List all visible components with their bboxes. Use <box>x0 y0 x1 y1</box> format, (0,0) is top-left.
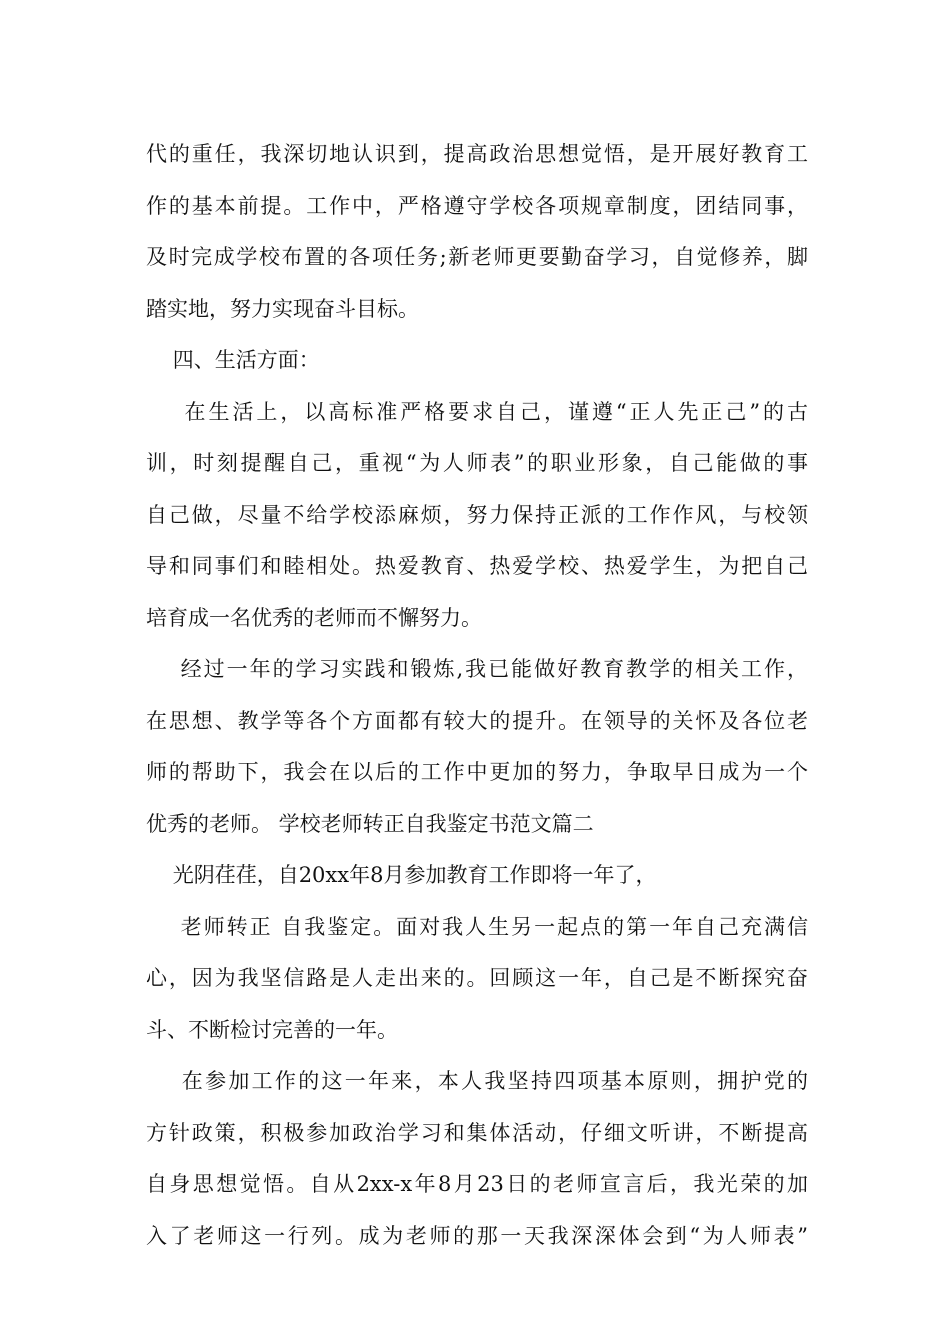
text-line: 自身思想觉悟。自从2xx-x年8月23日的老师宣言后，我光荣的加 <box>146 1172 808 1196</box>
text-line: 师的帮助下，我会在以后的工作中更加的努力，争取早日成为一个 <box>146 760 808 784</box>
text-line: 训，时刻提醒自己，重视“为人师表”的职业形象，自己能做的事 <box>146 451 808 475</box>
text-line: 作的基本前提。工作中，严格遵守学校各项规章制度，团结同事， <box>146 194 808 218</box>
text-line: 踏实地，努力实现奋斗目标。 <box>146 297 419 321</box>
text-line: 培育成一名优秀的老师而不懈努力。 <box>146 606 482 630</box>
text-line: 优秀的老师。 学校老师转正自我鉴定书范文篇二 <box>146 812 594 836</box>
text-line: 自己做，尽量不给学校添麻烦，努力保持正派的工作作风，与校领 <box>146 503 808 527</box>
text-line: 入了老师这一行列。成为老师的那一天我深深体会到“为人师表” <box>146 1224 808 1248</box>
text-line: 代的重任，我深切地认识到，提高政治思想觉悟，是开展好教育工 <box>146 142 808 166</box>
text-line: 老师转正 自我鉴定。面对我人生另一起点的第一年自己充满信 <box>146 915 808 939</box>
text-line: 经过一年的学习实践和锻炼,我已能做好教育教学的相关工作， <box>146 657 808 681</box>
text-line: 在参加工作的这一年来，本人我坚持四项基本原则，拥护党的 <box>146 1069 808 1093</box>
text-line: 光阴荏荏，自20xx年8月参加教育工作即将一年了， <box>146 863 657 887</box>
text-line: 心，因为我坚信路是人走出来的。回顾这一年，自己是不断探究奋 <box>146 966 808 990</box>
text-line: 导和同事们和睦相处。热爱教育、热爱学校、热爱学生，为把自己 <box>146 554 808 578</box>
text-line: 斗、不断检讨完善的一年。 <box>146 1018 398 1042</box>
text-line: 在生活上，以高标准严格要求自己，谨遵“正人先正己”的古 <box>146 400 808 424</box>
section-heading: 四、生活方面： <box>146 348 320 372</box>
text-line: 及时完成学校布置的各项任务;新老师更要勤奋学习，自觉修养，脚 <box>146 245 808 269</box>
text-line: 方针政策，积极参加政治学习和集体活动，仔细文听讲，不断提高 <box>146 1121 808 1145</box>
text-line: 在思想、教学等各个方面都有较大的提升。在领导的关怀及各位老 <box>146 709 808 733</box>
